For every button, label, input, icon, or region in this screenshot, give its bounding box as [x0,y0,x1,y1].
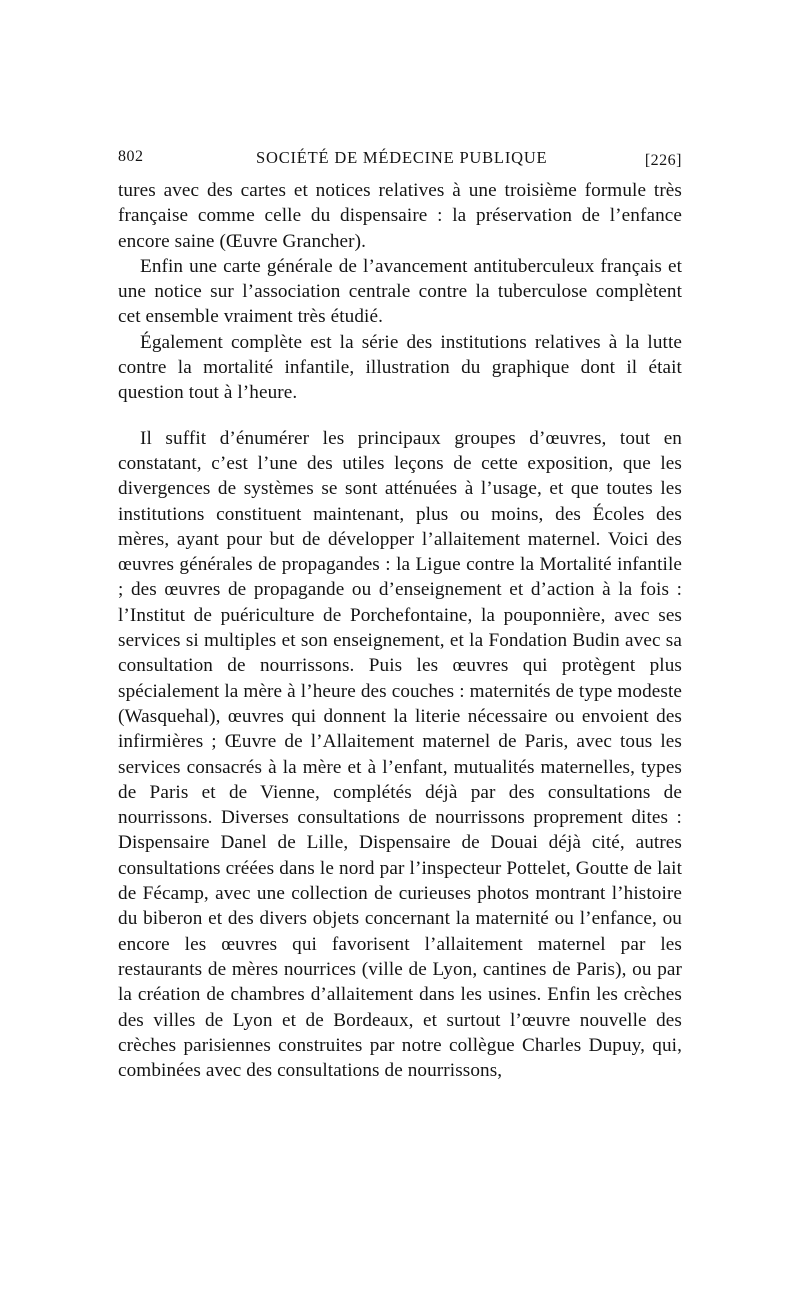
page-reference: [226] [644,152,682,169]
paragraph: Il suffit d’énumérer les principaux groupes d’œuvres, tout en constatant, c’est l’une des utiles leçons de cette exposition, que les divergences de systèmes se sont atténuées à l’usage, et que toutes les institutions constituent maintenant, plus ou moins, des Écoles des mères, ayant pour but de développer l’allaitement maternel. Voici des œuvres générales de propagandes : la Ligue contre la Mortalité infantile ; des œuvres de propagande ou d’enseignement et d’action à la fois : l’Institut de puériculture de Porchefontaine, la pouponnière, avec ses services si multiples et son enseignement, et la Fondation Budin avec sa consultation de nourrissons. Puis les œuvres qui protègent plus spécialement la mère à l’heure des couches : maternités de type modeste (Wasquehal), œuvres qui donnent la literie nécessaire ou envoient des infirmières ; Œuvre de l’Allaitement maternel de Paris, avec tous les services consacrés à la mère et à l’enfant, mutualités maternelles, types de Paris et de Vienne, complétés déjà par des consultations de nourrissons. Diverses consultations de nourrissons proprement dites : Dispensaire Danel de Lille, Dispensaire de Douai déjà cité, autres consultations créées dans le nord par l’inspecteur Pottelet, Goutte de lait de Fécamp, avec une collection de curieuses photos montrant l’histoire du biberon et des divers objets concernant la maternité ou l’enfance, ou encore les œuvres qui favorisent l’allaitement maternel par les restaurants de mères nourrices (ville de Lyon, cantines de Paris), ou par la création de chambres d’allaitement dans les usines. Enfin les crèches des villes de Lyon et de Bordeaux, et surtout l’œuvre nouvelle des crèches parisiennes construites par notre collègue Charles Dupuy, qui, combinées avec des consultations de nourrissons, [118,427,682,1082]
running-title: SOCIÉTÉ DE MÉDECINE PUBLIQUE [256,148,548,167]
paragraph: Enfin une carte générale de l’avancement antituberculeux français et une notice sur l’association centrale contre la tuberculose complètent cet ensemble vraiment très étudié. [118,255,682,328]
page-header [118,148,682,178]
page-number: 802 [118,148,144,165]
paragraph-continued: tures avec des cartes et notices relatives à une troisième formule très française comme celle du dispensaire : la préservation de l’enfance encore saine (Œuvre Grancher). [118,180,682,252]
book-page [118,148,682,1083]
body-text [118,178,682,1083]
paragraph: Également complète est la série des institutions relatives à la lutte contre la mortalité infantile, illustration du graphique dont il était question tout à l’heure. [118,331,682,404]
